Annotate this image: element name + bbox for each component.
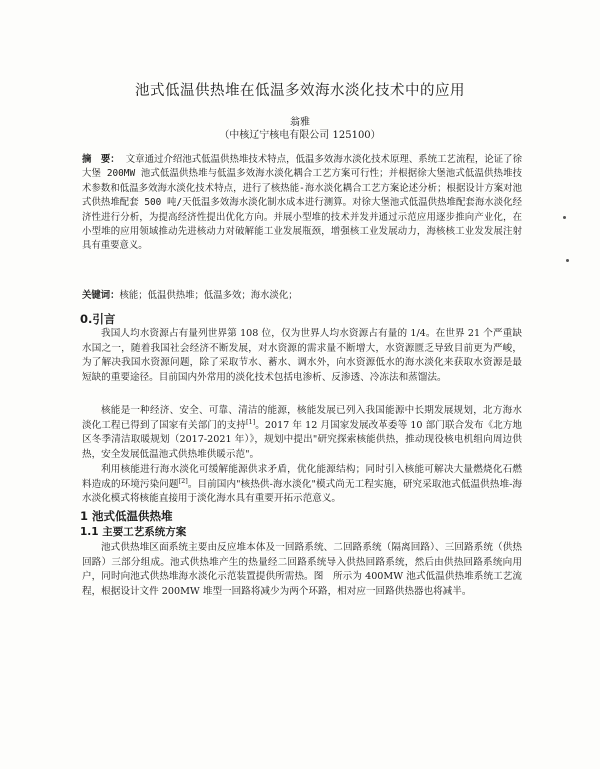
intro-paragraph-3-text-b: 。目前国内"核热供-海水淡化"模式尚无工程实施，研究采取池式低温供热堆-海水淡化模式将核能直接用于淡化海水具有重要开拓示范意义。 <box>82 478 522 505</box>
intro-paragraph-3-text: 利用核能进行海水淡化可缓解能源供求矛盾，优化能源结构；同时引入核能可解决大量燃烧化石燃料造成的环境污染问题 <box>82 464 522 490</box>
abstract-text: 文章通过介绍池式低温供热堆技术特点，低温多效海水淡化技术原理、系统工艺流程，论证了徐大堡 200MW 池式低温供热堆与低温多效海水淡化耦合工艺方案可行性；并根据徐大堡池式低温供热堆技术参数和低温多效海水淡化技术特点，进行了核热能-海水淡化耦合工艺方案论述分析；根据设计方案对池式供热堆配套 500 吨/天低温多效海水淡化制水成本进行测算。对徐大堡池式低温供热堆配套海水淡化经济性进行分析，为提高经济性提出优化方向。并展小型堆的技术并发并通过示范应用逐步推向产业化，在小型堆的应用领域推动先进核动力对破解能工业发展瓶颈，增强核工业发展动力，海核核工业发发展注射具有重要意义。 <box>82 154 522 252</box>
section-heading-1-1: 1.1 主要工艺系统方案 <box>80 526 187 538</box>
keywords-label: 关键词： <box>82 290 120 301</box>
citation-1: [1] <box>245 417 256 426</box>
speck-mark <box>566 259 569 262</box>
intro-paragraph-2-text: 核能是一种经济、安全、可靠、清洁的能源，核能发展已列入我国能源中长期发展规划，北方海水淡化工程已得到了国家有关部门的支持 <box>82 405 522 431</box>
section-heading-1: 1 池式低温供热堆 <box>80 509 173 523</box>
section-1-1-paragraph: 池式供热堆区面系统主要由反应堆本体及一回路系统、二回路系统（隔离回路）、三回路系统（供热回路）三部分组成。池式供热堆产生的热量经二回路系统导入供热回路系统，然后由供热回路系统向用户，同时向池式供热堆海水淡化示范装置提供所需热。图 所示为 400MW 池式低温供热堆系统工艺流程，根据设计文件 200MW 堆型一回路将减少为两个环路，相对应一回路供热器也将减半。 <box>82 542 522 597</box>
intro-paragraph-2 <box>82 404 522 462</box>
section-heading-introduction: 0.引言 <box>80 312 116 326</box>
paper-title: 池式低温供热堆在低温多效海水淡化技术中的应用 <box>135 83 465 99</box>
speck-mark <box>563 216 566 219</box>
author-affiliation: （中核辽宁核电有限公司 125100） <box>219 130 381 141</box>
abstract-label: 摘 要： <box>82 154 120 165</box>
citation-2: [2] <box>178 476 188 485</box>
author-name: 翁雅 <box>290 117 310 128</box>
intro-paragraph-2-text-b: 。2017 年 12 月国家发展改革委等 10 部门联合发布《北方地区冬季清洁取暖规划（2017-2021 年）》，规划中提出"研究探索核能供热，推动现役核电机组向周边供热，安全发展低温池式供热堆供暖示范"。 <box>82 419 523 460</box>
abstract <box>82 153 522 254</box>
keywords-text: 核能；低温供热堆；低温多效；海水淡化； <box>119 290 298 301</box>
keywords <box>82 287 522 301</box>
intro-paragraph-1: 我国人均水资源占有量列世界第 108 位，仅为世界人均水资源占有量的 1/4。在世界 21 个严重缺水国之一，随着我国社会经济不断发展，对水资源的需求量不断增大，水资源匮乏导致目前更为严峻，为了解决我国水资源问题，除了采取节水、蓄水、调水外，向水资源低水的海水淡化来获取水资源是最短缺的重要途径。目前国内外常用的淡化技术包括电渗析、反渗透、冷冻法和蒸馏法。 <box>82 328 522 383</box>
intro-paragraph-3 <box>82 463 522 507</box>
